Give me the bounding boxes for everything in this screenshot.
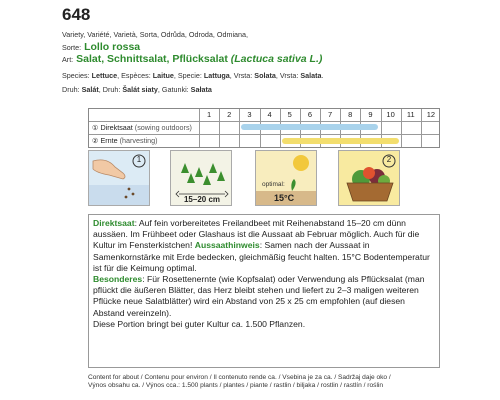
druh-line bbox=[62, 85, 212, 94]
latin-name: (Lactuca sativa L.) bbox=[230, 53, 323, 65]
step-2-number: 2 bbox=[386, 155, 392, 164]
druh-prefix: Druh: bbox=[62, 85, 80, 94]
calendar-grid bbox=[199, 109, 439, 147]
art-row bbox=[62, 53, 322, 66]
calendar-month-label: 7 bbox=[327, 110, 333, 119]
druh-name: Salát bbox=[81, 85, 99, 94]
calendar-month-label: 11 bbox=[406, 110, 415, 119]
aussaathinweis-text: : Samen nach der Aussaat in Samenkornstärke mit Erde bedecken, gleichmäßig feucht halten. 15°C Bodentemperatur ist für die Keimung optimal. bbox=[93, 240, 430, 273]
direktsaat-label: Direktsaat bbox=[93, 218, 135, 228]
row-spacing: 15–20 cm bbox=[183, 195, 221, 204]
packet-number: 648 bbox=[62, 5, 91, 24]
calendar-month-label: 4 bbox=[267, 110, 272, 119]
species-name: Lattuga bbox=[203, 71, 230, 80]
seedlings-illustration bbox=[170, 150, 232, 206]
harvest-label: ② Ernte bbox=[92, 136, 118, 145]
footer-line-2: Výnos obsahu ca. / Výnos cca.: 1.500 plants / plantes / piante / rastlin / biljaka / rostlin / rastlín / roślin bbox=[88, 382, 384, 390]
art-name: Salat, Schnittsalat, Pflücksalat bbox=[76, 53, 228, 65]
portion-text: Diese Portion bringt bei guter Kultur ca. 1.500 Pflanzen. bbox=[93, 318, 306, 329]
calendar-month-label: 10 bbox=[386, 110, 395, 119]
sowing-period-bar bbox=[241, 124, 378, 130]
druh-name: Sałata bbox=[190, 85, 212, 94]
calendar-month-label: 5 bbox=[287, 110, 292, 119]
calendar-month-label: 3 bbox=[247, 110, 252, 119]
instructions-paragraph bbox=[93, 218, 435, 274]
footer bbox=[88, 374, 448, 391]
calendar-month-label: 6 bbox=[307, 110, 312, 119]
harvest-period-bar bbox=[282, 138, 399, 144]
instructions-box bbox=[88, 214, 440, 368]
druh-sep: , Gatunki: bbox=[157, 85, 189, 94]
species-name: Laitue bbox=[152, 71, 174, 80]
calendar-month-label: 9 bbox=[368, 110, 373, 119]
calendar-month-label: 2 bbox=[227, 110, 232, 119]
sowing-illustration bbox=[88, 150, 150, 206]
druh-name: Šalát siaty bbox=[122, 85, 158, 94]
species-prefix: Species: bbox=[62, 71, 90, 80]
step-1-number: 1 bbox=[136, 155, 142, 164]
sowing-label: ① Direktsaat bbox=[92, 123, 133, 132]
besonderes-paragraph bbox=[93, 274, 435, 319]
species-sep: . bbox=[321, 71, 324, 80]
sowing-calendar bbox=[88, 108, 440, 148]
species-sep: , Vrsta: bbox=[275, 71, 299, 80]
druh-sep: , Druh: bbox=[98, 85, 121, 94]
variety-name: Lollo rossa bbox=[84, 41, 141, 53]
variety-line: Variety, Variété, Varietà, Sorta, Odrůda, Odroda, Odmiana, bbox=[62, 30, 249, 39]
calendar-row-sowing bbox=[92, 123, 192, 132]
calendar-row-harvest bbox=[92, 136, 158, 145]
species-sep: , Specie: bbox=[173, 71, 202, 80]
calendar-month-label: 8 bbox=[348, 110, 353, 119]
besonderes-text: : Für Rosettenernte (wie Kopfsalat) oder Verwendung als Pflücksalat (man pflückt die äußeren Blätter, das Herz bleibt stehen und liefert zu 2–3 maligen weiteren Pflücke neue Salatblätter) wird ein Abstand von 25 x 25 cm empfohlen (auf diesen Abstand vereinzeln). bbox=[93, 274, 425, 318]
calendar-month-label: 12 bbox=[426, 110, 436, 119]
direktsaat-text: : Auf fein vorbereitetes Freilandbeet mit Reihenabstand 15–20 cm dünn aussäen. Im Frühbeet oder Glashaus ist die Aussaat ab Februar möglich. Auch für die Kultur im Fensterkistchen! bbox=[93, 218, 420, 251]
species-name: Solata bbox=[254, 71, 276, 80]
harvest-hint: (harvesting) bbox=[119, 136, 158, 145]
species-name: Salata bbox=[300, 71, 322, 80]
temperature-value: 15°C bbox=[274, 193, 295, 203]
besonderes-label: Besonderes bbox=[93, 274, 143, 285]
species-name: Lettuce bbox=[91, 71, 118, 80]
species-line bbox=[62, 71, 324, 80]
footer-line-1: Content for about / Contenu pour environ / Il contenuto rende ca. / Vsebina je za ca. / Sadržaj daje oko / bbox=[88, 374, 391, 381]
aussaathinweis-label: Aussaathinweis bbox=[194, 240, 260, 251]
sowing-hint: (sowing outdoors) bbox=[134, 123, 192, 132]
calendar-month-label: 1 bbox=[206, 110, 212, 119]
harvest-illustration bbox=[338, 150, 400, 206]
temperature-illustration bbox=[255, 150, 317, 206]
art-label: Art: bbox=[62, 55, 74, 64]
optimal-label: optimal: bbox=[262, 181, 285, 188]
species-sep: , Vrsta: bbox=[229, 71, 253, 80]
species-sep: , Espèces: bbox=[117, 71, 151, 80]
sorte-label: Sorte: bbox=[62, 43, 82, 52]
